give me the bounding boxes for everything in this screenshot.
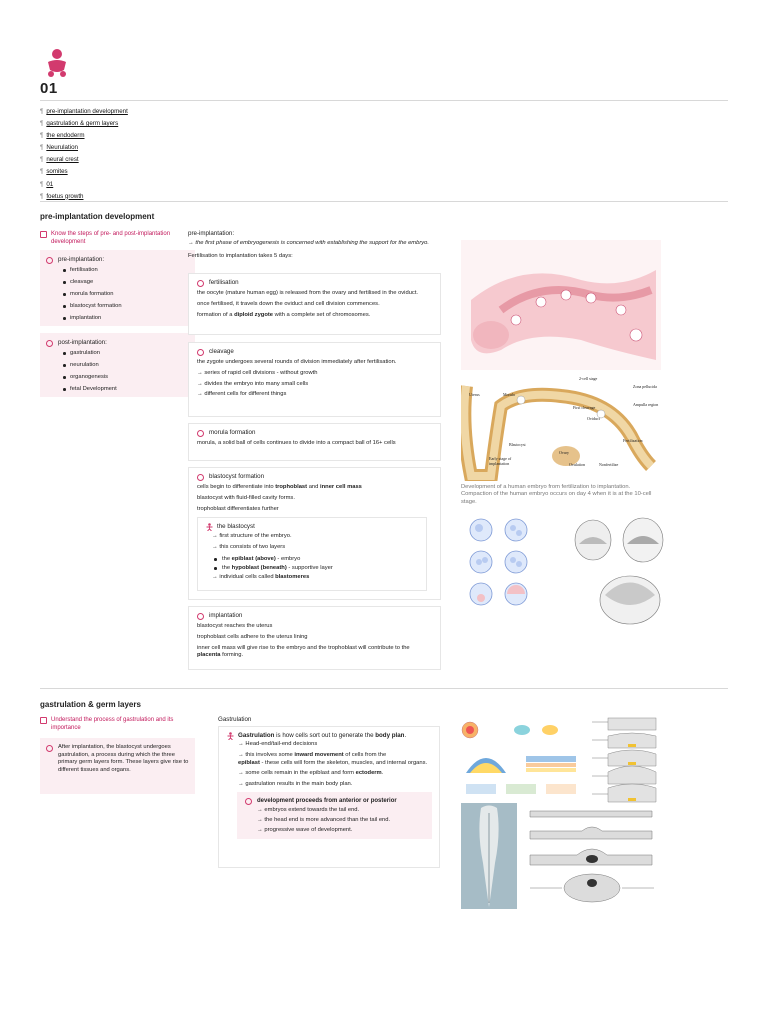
toc-link[interactable]: ¶ 01 — [40, 180, 54, 188]
toc-link[interactable]: ¶ foetus growth — [40, 192, 84, 200]
gastrulation-side-card: After implantation, the blastocyst undergoes gastrulation, a process during which the three primary germ layers form. These layers give rise to different tissues and organs. — [40, 738, 195, 794]
circle-icon — [46, 340, 53, 347]
oviduct-illustration: 2-cell stage Zona pellucida Uterus Morula Ampulla region First cleavage Oviduct Blastocyst Fertilization Early stage of implantation Ovary Ovulation Nonfertilize — [461, 376, 661, 481]
checkbox-icon[interactable] — [40, 231, 47, 238]
toc-link[interactable]: ¶ neural crest — [40, 156, 79, 164]
list-item: gastrulation — [70, 347, 189, 359]
neural-tube-diagram — [588, 716, 663, 804]
pre-implantation-card: pre-implantation: fertilisation cleavage morula formation blastocyst formation implantation — [40, 250, 195, 326]
circle-icon — [46, 745, 53, 752]
table-of-contents — [40, 106, 128, 203]
baby-icon — [44, 48, 70, 78]
gastrulation-card: Gastrulation is how cells sort out to generate the body plan. → Head-end/tail-end decisions → this involves some inward movement of cells from the epiblast - these cells will form the skeleton, muscles, and internal organs. → some cells remain in the epiblast and form ectoderm. → gastrulation results in the main body plan. development proceeds from anterior or posterior → embryos extend towards the tail end. → the head end is more advanced than the tail end. → progressive wave of development. — [218, 726, 440, 868]
gastrulation-diagram — [456, 718, 588, 800]
toc-link[interactable]: ¶ pre-implantation development — [40, 108, 128, 115]
circle-icon — [197, 349, 204, 356]
embryo-photo — [461, 803, 517, 909]
toc-link[interactable]: ¶ Neurulation — [40, 144, 78, 152]
divider — [40, 688, 728, 689]
embryo-cross-sections — [522, 803, 662, 909]
list-item: cleavage — [70, 276, 189, 288]
post-implantation-card: post-implantation: gastrulation neurulation organogenesis fetal Development — [40, 333, 195, 397]
embryo-section-figure — [565, 510, 665, 628]
implantation-card: implantation blastocyst reaches the uterus trophoblast cells adhere to the uterus lining inner cell mass will give rise to the embryo and the trophoblast will contribute to the placenta forming. — [188, 606, 441, 670]
list-item: organogenesis — [70, 371, 189, 383]
circle-icon — [197, 613, 204, 620]
morula-card: morula formation morula, a solid ball of cells continues to divide into a compact ball of 16+ cells — [188, 423, 441, 461]
list-item: fertilisation — [70, 264, 189, 276]
divider — [40, 100, 728, 101]
cleavage-card: cleavage the zygote undergoes several rounds of division immediately after fertilisation. → series of rapid cell divisions - without growth → divides the embryo into many small cells → different cells for different things — [188, 342, 441, 417]
blastocyst-card: blastocyst formation cells begin to differentiate into trophoblast and inner cell mass blastocyst with fluid-filled cavity forms. trophoblast differentiates further the blastocyst → first structure of the embryo. → this consists of two layers the epiblast (above) - embryo the hypoblast (beneath) - supportive layer → individual cells called blastomeres — [188, 467, 441, 600]
anterior-posterior-card: development proceeds from anterior or posterior → embryos extend towards the tail end. → the head end is more advanced than the tail end. → progressive wave of development. — [237, 792, 432, 839]
cell-stages-figure — [461, 510, 561, 628]
section-title: pre-implantation development — [40, 212, 155, 221]
toc-link[interactable]: ¶ the endoderm — [40, 132, 85, 140]
circle-icon — [46, 257, 53, 264]
circle-icon — [245, 798, 252, 805]
mid-title: Gastrulation — [218, 716, 252, 723]
list-item: morula formation — [70, 288, 189, 300]
circle-icon — [197, 474, 204, 481]
figure-caption: Development of a human embryo from fertilization to implantation. Compaction of the human embryo occurs on day 4 when it is at the 10-cell stage. — [461, 484, 652, 505]
person-icon — [227, 732, 234, 740]
list-item: implantation — [70, 312, 189, 324]
checkbox-icon[interactable] — [40, 717, 47, 724]
section-title: gastrulation & germ layers — [40, 700, 141, 709]
circle-icon — [197, 430, 204, 437]
toc-link[interactable]: ¶ gastrulation & germ layers — [40, 120, 119, 128]
list-item: neurulation — [70, 359, 189, 371]
divider — [40, 201, 728, 202]
fertilization-diagram — [461, 240, 661, 370]
page-title: 01 — [40, 80, 58, 97]
objective: Understand the process of gastrulation and its importance — [40, 716, 200, 732]
blastocyst-inner: the blastocyst → first structure of the embryo. → this consists of two layers the epiblast (above) - embryo the hypoblast (beneath) - supportive layer → individual cells called blastomeres — [197, 517, 427, 590]
fertilisation-card: fertilisation the oocyte (mature human egg) is released from the ovary and fertilised in the oviduct. once fertilised, it travels down the oviduct and cell division commences. formation of a diploid zygote with a complete set of chromosomes. — [188, 273, 441, 335]
list-item: fetal Development — [70, 383, 189, 395]
circle-icon — [197, 280, 204, 287]
person-icon — [206, 523, 213, 531]
list-item: blastocyst formation — [70, 300, 189, 312]
mid-intro: pre-implantation: → the first phase of embryogenesis is concerned with establishing the support for the embryo. Fertilisation to implantation takes 5 days: — [188, 230, 430, 259]
objective: Know the steps of pre- and post-implantation development — [40, 230, 175, 246]
toc-link[interactable]: ¶ somites — [40, 168, 68, 176]
